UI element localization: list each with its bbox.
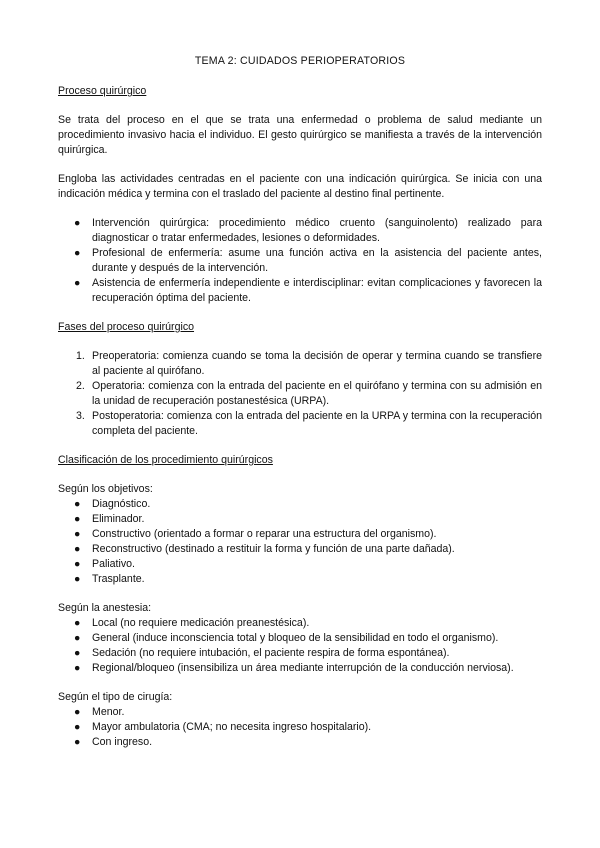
- bullet-list-objetivos: [58, 497, 542, 587]
- list-item: ● Asistencia de enfermería independiente e interdisciplinar: evitan complicaciones y favorecen la recuperación óptima del paciente.: [74, 277, 542, 304]
- bullet-icon: ●: [74, 247, 81, 259]
- paragraph-scope: Engloba las actividades centradas en el paciente con una indicación quirúrgica. Se inicia con una indicación médica y termina con el traslado del paciente al destino final pertinente.: [58, 173, 542, 200]
- list-item: ● Reconstructivo (destinado a restituir la forma y función de una parte dañada).: [74, 543, 455, 555]
- bullet-icon: ●: [74, 617, 81, 629]
- document-body: [58, 84, 542, 750]
- list-item: 3. Postoperatoria: comienza con la entrada del paciente en la URPA y termina con la recuperación completa del paciente.: [76, 410, 542, 437]
- group-label-tipo-cirugia: Según el tipo de cirugía:: [58, 691, 173, 703]
- list-item: 1. Preoperatoria: comienza cuando se toma la decisión de operar y termina cuando se transfiere al paciente al quirófano.: [76, 350, 542, 377]
- list-item: ● Regional/bloqueo (insensibiliza un área mediante interrupción de la conducción nerviosa).: [74, 662, 514, 674]
- list-number: 3.: [76, 410, 85, 422]
- list-item: ● Intervención quirúrgica: procedimiento médico cruento (sanguinolento) realizado para diagnosticar o tratar enfermedades, lesiones o deformidades.: [74, 217, 542, 244]
- list-item: ● Constructivo (orientado a formar o reparar una estructura del organismo).: [74, 528, 437, 540]
- section-heading-fases: Fases del proceso quirúrgico: [58, 321, 195, 333]
- list-item: ● Paliativo.: [74, 558, 135, 570]
- bullet-list-tipo-cirugia: [58, 705, 542, 750]
- group-label-objetivos: Según los objetivos:: [58, 483, 153, 495]
- list-item: ● Trasplante.: [74, 573, 145, 585]
- bullet-list-anestesia: [58, 616, 542, 676]
- list-number: 1.: [76, 350, 85, 362]
- bullet-icon: ●: [74, 543, 81, 555]
- bullet-icon: ●: [74, 528, 81, 540]
- list-item: ● Diagnóstico.: [74, 498, 151, 510]
- section-heading-clasificacion: Clasificación de los procedimiento quirúrgicos: [58, 454, 273, 466]
- bullet-icon: ●: [74, 277, 81, 289]
- list-item: ● Eliminador.: [74, 513, 145, 525]
- bullet-icon: ●: [74, 632, 81, 644]
- group-label-anestesia: Según la anestesia:: [58, 602, 152, 614]
- bullet-list-concepts: [58, 216, 542, 306]
- bullet-icon: ●: [74, 498, 81, 510]
- bullet-icon: ●: [74, 706, 81, 718]
- paragraph-definition: Se trata del proceso en el que se trata una enfermedad o problema de salud mediante un procedimiento invasivo hacia el individuo. El gesto quirúrgico se manifiesta a través de la intervención quirúrgica.: [58, 114, 542, 156]
- list-item: ● Menor.: [74, 706, 125, 718]
- list-number: 2.: [76, 380, 85, 392]
- bullet-icon: ●: [74, 558, 81, 570]
- list-item: ● Sedación (no requiere intubación, el paciente respira de forma espontánea).: [74, 647, 450, 659]
- bullet-icon: ●: [74, 721, 81, 733]
- document-title: TEMA 2: CUIDADOS PERIOPERATORIOS: [194, 55, 406, 67]
- bullet-icon: ●: [74, 662, 81, 674]
- list-item: ● Mayor ambulatoria (CMA; no necesita ingreso hospitalario).: [74, 721, 372, 733]
- list-item: ● Local (no requiere medicación preanestésica).: [74, 617, 310, 629]
- list-item: 2. Operatoria: comienza con la entrada del paciente en el quirófano y termina con su admisión en la unidad de recuperación postanestésica (URPA).: [76, 380, 542, 407]
- bullet-icon: ●: [74, 647, 81, 659]
- bullet-icon: ●: [74, 736, 81, 748]
- list-item: ● Con ingreso.: [74, 736, 153, 748]
- bullet-icon: ●: [74, 217, 81, 229]
- numbered-list-phases: [58, 349, 542, 439]
- bullet-icon: ●: [74, 513, 81, 525]
- list-item: ● General (induce inconsciencia total y bloqueo de la sensibilidad en todo el organismo).: [74, 632, 499, 644]
- section-heading-proceso: Proceso quirúrgico: [58, 85, 147, 97]
- list-item: ● Profesional de enfermería: asume una función activa en la asistencia del paciente antes, durante y después de la intervención.: [74, 247, 542, 274]
- bullet-icon: ●: [74, 573, 81, 585]
